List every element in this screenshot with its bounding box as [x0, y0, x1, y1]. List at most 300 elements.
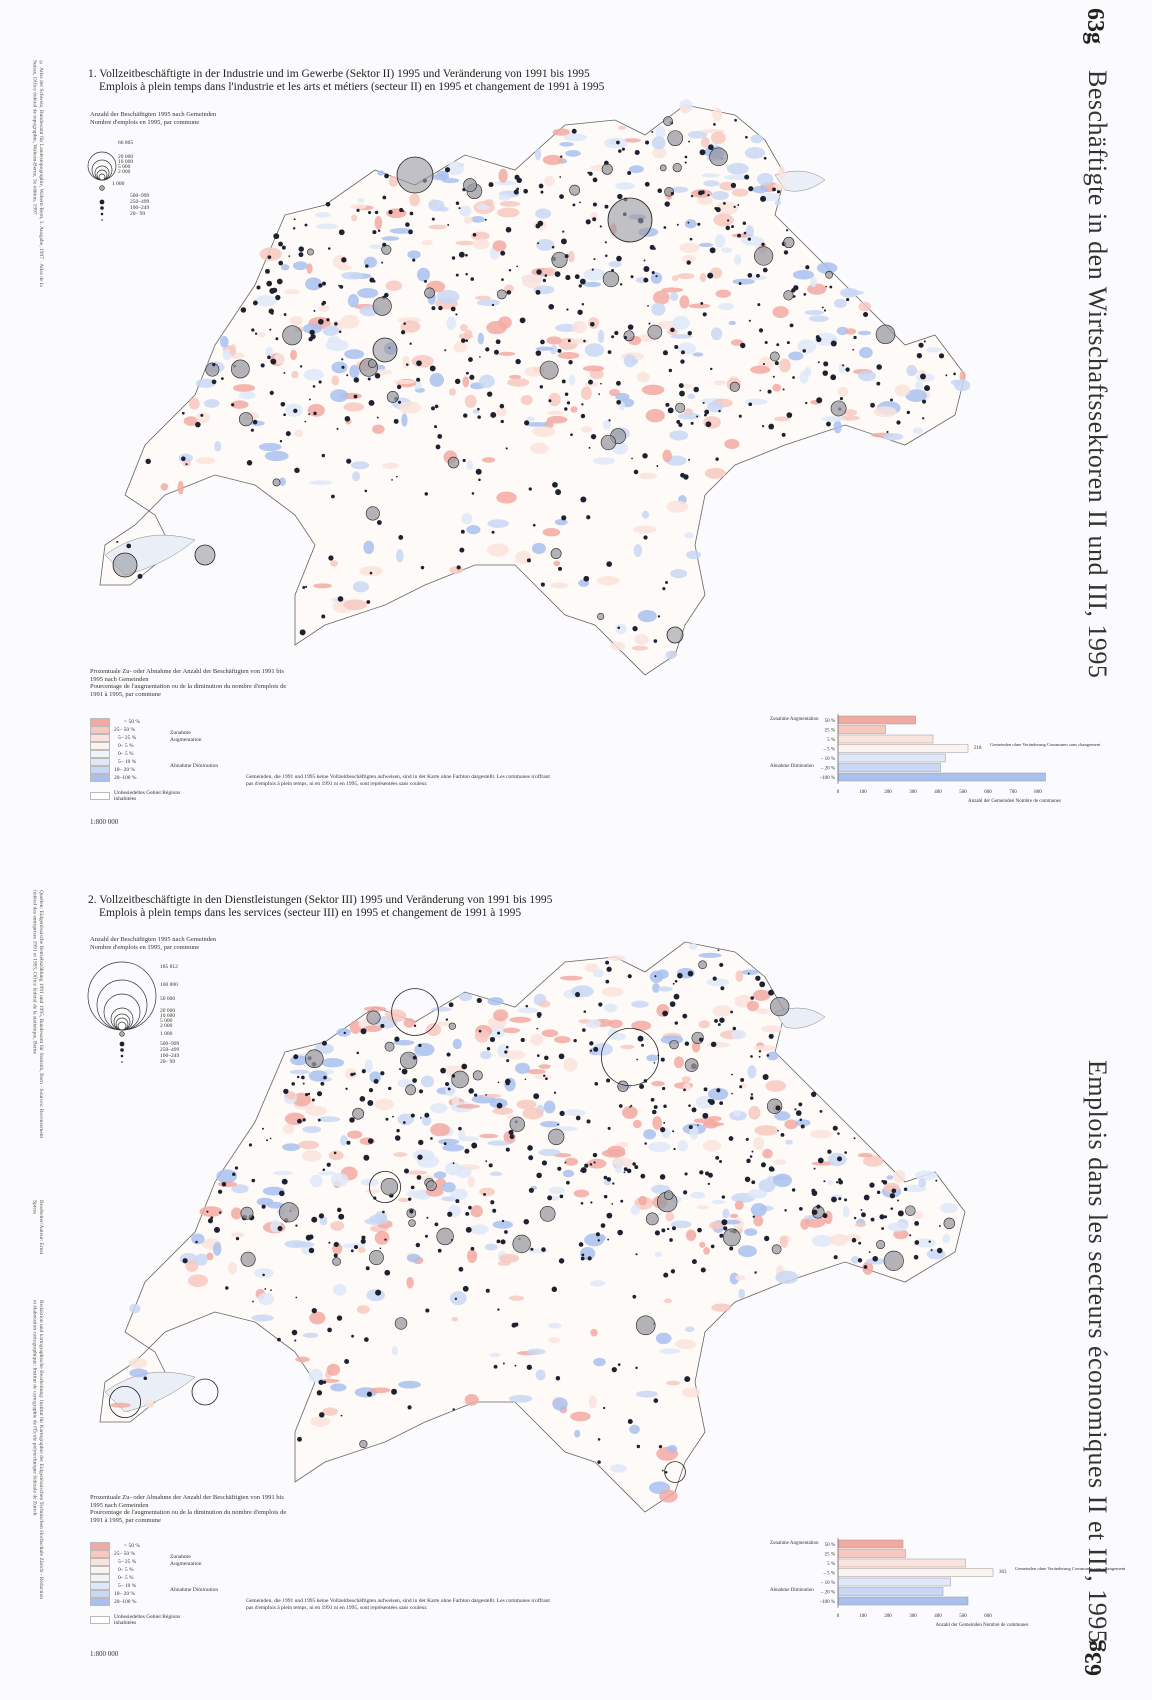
employment-symbol — [844, 1198, 847, 1201]
employment-symbol — [349, 1117, 354, 1122]
change-patch — [372, 425, 385, 434]
change-patch — [530, 443, 549, 454]
legend-row: > 50 % — [90, 718, 230, 726]
employment-symbol — [607, 1239, 609, 1241]
employment-symbol — [671, 192, 674, 195]
change-patch — [358, 1247, 366, 1253]
employment-symbol — [492, 531, 495, 534]
employment-symbol — [618, 149, 621, 152]
change-patch — [738, 1245, 757, 1257]
change-patch — [330, 1221, 344, 1231]
change-patch — [845, 328, 856, 334]
employment-symbol — [548, 399, 551, 402]
employment-symbol — [380, 1247, 382, 1249]
employment-symbol — [825, 286, 827, 288]
employment-symbol — [677, 973, 683, 979]
change-patch — [705, 468, 726, 479]
employment-symbol — [514, 190, 519, 195]
employment-symbol — [525, 1078, 527, 1080]
change-patch — [196, 457, 215, 464]
employment-symbol — [526, 1005, 529, 1008]
employment-symbol — [688, 971, 694, 977]
employment-symbol — [421, 566, 424, 569]
change-patch — [662, 450, 672, 462]
employment-symbol — [479, 356, 481, 358]
employment-symbol — [318, 319, 324, 325]
source-credit: Quellen: Eidgenössische Betriebszählung 1991 und 1995, Bundesamt für Statistik, Bern · Sources: Recensement fédéral des entreprises 1991 et 1995, Office fédéral de la statistique, Berne — [31, 890, 44, 1139]
employment-symbol — [687, 222, 689, 224]
employment-symbol — [723, 1229, 740, 1246]
change-patch — [583, 365, 604, 371]
change-patch — [583, 282, 601, 287]
change-patch — [450, 1291, 467, 1305]
change-patch — [584, 268, 606, 280]
employment-symbol — [605, 205, 609, 209]
employment-symbol — [764, 1236, 769, 1241]
employment-symbol — [297, 1076, 299, 1078]
change-patch — [954, 379, 970, 391]
employment-symbol — [853, 336, 856, 339]
employment-symbol — [654, 1105, 658, 1109]
employment-symbol — [251, 1179, 255, 1183]
change-patch — [697, 1205, 709, 1209]
change-patch — [581, 426, 592, 433]
change-patch — [593, 969, 604, 978]
employment-symbol — [723, 202, 726, 205]
employment-symbol — [605, 241, 607, 243]
employment-symbol — [372, 230, 376, 234]
change-patch — [553, 561, 560, 566]
employment-symbol — [772, 1245, 781, 1254]
employment-symbol — [617, 1230, 623, 1236]
employment-symbol — [590, 1050, 592, 1052]
employment-symbol — [486, 1289, 490, 1293]
tick-label: 400 — [934, 1614, 942, 1619]
employment-symbol — [384, 1270, 390, 1276]
employment-symbol — [707, 273, 713, 279]
employment-symbol — [777, 190, 780, 193]
change-patch — [402, 356, 410, 369]
change-patch — [549, 1187, 565, 1194]
employment-symbol — [577, 310, 582, 315]
employment-symbol — [730, 382, 739, 391]
employment-symbol — [401, 330, 405, 334]
employment-symbol — [663, 350, 668, 355]
change-patch — [754, 1125, 778, 1135]
employment-symbol — [662, 1470, 664, 1472]
employment-symbol — [365, 264, 368, 267]
employment-symbol — [854, 1137, 856, 1139]
change-patch — [765, 1080, 786, 1091]
employment-symbol — [195, 1241, 198, 1244]
employment-symbol — [663, 1273, 668, 1278]
employment-symbol — [715, 1156, 719, 1160]
employment-symbol — [876, 1240, 884, 1248]
tick-label: 300 — [909, 790, 917, 795]
employment-symbol — [448, 457, 459, 468]
employment-symbol — [326, 318, 329, 321]
employment-symbol — [262, 1274, 265, 1277]
employment-symbol — [232, 1172, 236, 1176]
employment-symbol — [302, 586, 305, 589]
employment-symbol — [396, 1129, 399, 1132]
employment-symbol — [241, 1252, 255, 1266]
employment-symbol — [663, 1122, 665, 1124]
employment-symbol — [787, 341, 790, 344]
change-patch — [643, 1129, 656, 1139]
change-patch — [258, 332, 266, 338]
change-patch — [332, 361, 348, 373]
change-patch — [230, 344, 236, 356]
employment-symbol — [412, 259, 415, 262]
employment-symbol — [670, 1001, 676, 1007]
employment-symbol — [700, 149, 706, 155]
employment-symbol — [293, 1054, 298, 1059]
employment-symbol — [592, 269, 594, 271]
employment-symbol — [370, 572, 373, 575]
employment-symbol — [533, 1093, 539, 1099]
employment-symbol — [744, 232, 747, 235]
employment-symbol — [497, 1239, 501, 1243]
employment-symbol — [653, 247, 656, 250]
change-patch — [375, 1231, 390, 1245]
change-patch — [493, 240, 507, 251]
employment-symbol — [647, 305, 649, 307]
employment-symbol — [823, 1180, 825, 1182]
employment-symbol — [944, 1218, 955, 1229]
employment-symbol — [586, 1119, 590, 1123]
employment-symbol — [445, 167, 450, 172]
employment-symbol — [341, 358, 343, 360]
map-2-decrease-label: Abnahme Diminution — [170, 1587, 219, 1593]
employment-symbol — [884, 1251, 903, 1270]
map-2-note: Gemeinden, die 1991 und 1995 keine Vollzeitbeschäftigten aufweisen, sind in der Karte ohne Farbton dargestellt. Les communes n'offrant pas d'emplois à plein temps, ni en 1991 ni en 1995, sont représentées sans couleur. — [246, 1598, 550, 1611]
employment-symbol — [803, 349, 806, 352]
employment-symbol — [294, 218, 296, 220]
employment-symbol — [706, 421, 712, 427]
employment-symbol — [231, 403, 234, 406]
bar — [838, 716, 916, 724]
change-patch — [830, 1234, 848, 1246]
change-patch — [293, 1242, 314, 1248]
employment-symbol — [558, 349, 562, 353]
employment-symbol — [953, 373, 956, 376]
employment-symbol — [838, 1197, 841, 1200]
employment-symbol — [540, 340, 545, 345]
employment-symbol — [536, 290, 541, 295]
change-patch — [805, 310, 824, 315]
change-patch — [711, 327, 722, 340]
employment-symbol — [905, 1206, 915, 1216]
change-patch — [333, 1284, 346, 1296]
employment-symbol — [939, 1225, 941, 1227]
change-patch — [772, 306, 788, 318]
employment-symbol — [559, 1053, 565, 1059]
map-2-change-legend-title: Prozentuale Zu- oder Abnahme der Anzahl der Beschäftigten von 1991 bis 1995 nach Gemeinden Pourcentage de l'augmentation ou de la diminution du nombre d'emplois de 1991 à 1995, par commune — [90, 1494, 287, 1524]
employment-symbol — [265, 269, 270, 274]
change-patch — [590, 1329, 597, 1337]
employment-symbol — [673, 1148, 675, 1150]
employment-symbol — [465, 339, 468, 342]
employment-symbol — [684, 1376, 690, 1382]
employment-symbol — [436, 444, 441, 449]
employment-symbol — [818, 361, 820, 363]
change-patch — [722, 1209, 729, 1219]
change-patch — [784, 1119, 798, 1129]
employment-symbol — [786, 229, 788, 231]
bar — [838, 1550, 906, 1558]
employment-symbol — [472, 492, 475, 495]
change-patch — [565, 1158, 579, 1166]
employment-symbol — [746, 1138, 749, 1141]
employment-symbol — [565, 393, 568, 396]
employment-symbol — [605, 980, 609, 984]
employment-symbol — [353, 1108, 364, 1119]
employment-symbol — [301, 1076, 305, 1080]
change-patch — [741, 970, 758, 976]
employment-symbol — [818, 1158, 824, 1164]
employment-symbol — [616, 400, 621, 405]
change-patch — [738, 1289, 745, 1299]
change-patch — [252, 1314, 274, 1321]
employment-symbol — [497, 1308, 499, 1310]
map-1-bar-chart — [770, 712, 1101, 812]
employment-symbol — [898, 1210, 904, 1216]
employment-symbol — [251, 328, 254, 331]
change-patch — [291, 371, 298, 378]
employment-symbol — [645, 140, 649, 144]
employment-symbol — [437, 434, 442, 439]
employment-symbol — [504, 1230, 508, 1234]
employment-symbol — [378, 230, 380, 232]
change-patch — [636, 1391, 658, 1398]
change-patch — [535, 148, 541, 160]
employment-symbol — [492, 304, 494, 306]
employment-symbol — [784, 237, 795, 248]
employment-symbol — [597, 613, 604, 620]
change-patch — [522, 1108, 543, 1120]
employment-symbol — [827, 1149, 831, 1153]
employment-symbol — [822, 1213, 827, 1218]
change-patch — [477, 299, 500, 306]
employment-symbol — [292, 1330, 298, 1336]
employment-symbol — [305, 586, 307, 588]
employment-symbol — [313, 310, 315, 312]
change-patch — [347, 1131, 362, 1139]
change-patch — [651, 1081, 664, 1086]
change-patch — [446, 316, 456, 330]
employment-symbol — [388, 1087, 391, 1090]
change-patch — [482, 457, 495, 463]
employment-symbol — [845, 367, 849, 371]
tick-label: 800 — [1034, 790, 1042, 795]
change-patch — [313, 583, 332, 588]
employment-symbol — [317, 1390, 322, 1395]
change-patch — [343, 402, 364, 411]
change-patch — [308, 404, 325, 417]
map-1-circle-labels: 66 865 20 000 10 000 5 000 2 000 1 000 500–999 250–499 100–249 20– 99 — [112, 140, 150, 217]
employment-symbol — [731, 183, 736, 188]
change-patch — [404, 1018, 416, 1028]
employment-symbol — [210, 1216, 213, 1219]
employment-symbol — [759, 1050, 761, 1052]
employment-symbol — [799, 1118, 802, 1121]
employment-symbol — [636, 1316, 655, 1335]
change-patch — [574, 1430, 580, 1438]
tick-label: 200 — [884, 790, 892, 795]
change-patch — [323, 325, 339, 336]
employment-symbol — [618, 1081, 629, 1092]
change-patch — [417, 268, 430, 282]
legend-swatch — [90, 758, 110, 766]
legend-swatch — [90, 750, 110, 758]
employment-symbol — [662, 587, 665, 590]
employment-symbol — [182, 412, 185, 415]
change-patch — [282, 1143, 300, 1151]
employment-symbol — [517, 178, 522, 183]
employment-symbol — [456, 274, 459, 277]
change-patch — [472, 239, 489, 250]
change-patch — [265, 451, 289, 461]
employment-symbol — [590, 1163, 593, 1166]
employment-symbol — [369, 400, 375, 406]
employment-symbol — [750, 1096, 753, 1099]
change-patch — [309, 1311, 325, 1324]
employment-symbol — [575, 274, 580, 279]
change-patch — [712, 1005, 732, 1016]
employment-symbol — [409, 1220, 416, 1227]
change-patch — [581, 386, 592, 400]
change-patch — [906, 365, 917, 377]
employment-symbol — [375, 1290, 381, 1296]
employment-symbol — [537, 1015, 540, 1018]
employment-symbol — [195, 422, 201, 428]
employment-symbol — [707, 194, 709, 196]
change-patch — [757, 173, 773, 186]
change-patch — [258, 1292, 274, 1305]
change-patch — [344, 349, 364, 359]
employment-symbol — [509, 269, 511, 271]
employment-symbol — [632, 626, 637, 631]
employment-symbol — [384, 293, 389, 298]
employment-symbol — [663, 1104, 667, 1108]
employment-symbol — [438, 1249, 442, 1253]
change-patch — [493, 1009, 508, 1021]
change-patch — [489, 1353, 500, 1357]
employment-symbol — [698, 190, 703, 195]
employment-symbol — [545, 274, 548, 277]
employment-symbol — [635, 1253, 637, 1255]
employment-symbol — [252, 1301, 254, 1303]
legend-swatch — [90, 718, 110, 726]
employment-symbol — [452, 1074, 456, 1078]
change-patch — [674, 1056, 684, 1068]
employment-symbol — [768, 390, 772, 394]
employment-symbol — [852, 1238, 857, 1243]
employment-symbol — [530, 1248, 533, 1251]
employment-symbol — [361, 1028, 367, 1034]
change-patch — [503, 1028, 520, 1033]
employment-symbol — [418, 1044, 421, 1047]
employment-symbol — [536, 1028, 538, 1030]
employment-symbol — [294, 1339, 296, 1341]
employment-symbol — [786, 412, 792, 418]
employment-symbol — [939, 353, 944, 358]
change-patch — [586, 1019, 601, 1028]
change-patch — [233, 384, 255, 392]
unchanged-label: Gemeinden ohne Veränderung Communes sans changement — [990, 742, 1101, 747]
employment-symbol — [663, 226, 666, 229]
employment-symbol — [670, 1040, 679, 1049]
employment-symbol — [231, 360, 249, 378]
employment-symbol — [416, 1243, 420, 1247]
change-patch — [509, 1395, 532, 1403]
employment-symbol — [395, 1135, 401, 1141]
change-patch — [456, 1104, 480, 1109]
employment-symbol — [628, 324, 634, 330]
employment-symbol — [708, 144, 714, 150]
employment-symbol — [402, 1069, 408, 1075]
employment-symbol — [600, 225, 602, 227]
change-patch — [487, 543, 509, 556]
change-patch — [467, 1249, 477, 1263]
change-patch — [630, 1205, 640, 1215]
change-patch — [470, 1225, 489, 1235]
employment-symbol — [535, 224, 540, 229]
employment-symbol — [679, 391, 685, 397]
change-patch — [437, 290, 460, 304]
employment-symbol — [556, 1376, 560, 1380]
employment-symbol — [293, 409, 297, 413]
change-patch — [254, 1268, 274, 1278]
employment-symbol — [750, 1055, 753, 1058]
employment-symbol — [501, 1239, 506, 1244]
change-patch — [407, 1254, 421, 1263]
employment-symbol — [363, 1155, 369, 1161]
employment-symbol — [710, 247, 716, 253]
employment-symbol — [823, 361, 828, 366]
employment-symbol — [541, 583, 545, 587]
employment-symbol — [801, 1124, 805, 1128]
employment-symbol — [391, 1389, 397, 1395]
employment-symbol — [440, 1068, 446, 1074]
employment-symbol — [406, 363, 409, 366]
employment-symbol — [831, 401, 846, 416]
change-patch — [290, 1070, 310, 1075]
change-patch — [634, 544, 643, 557]
employment-symbol — [704, 414, 707, 417]
employment-symbol — [674, 994, 680, 1000]
employment-symbol — [520, 317, 526, 323]
employment-symbol — [282, 1179, 288, 1185]
employment-symbol — [752, 1151, 754, 1153]
increase-label: Zunahme Augmentation — [770, 717, 819, 722]
change-patch — [478, 333, 484, 345]
employment-symbol — [675, 1021, 678, 1024]
employment-symbol — [303, 1083, 305, 1085]
employment-symbol — [580, 279, 586, 285]
employment-symbol — [507, 290, 512, 295]
bar — [838, 754, 946, 762]
bar-category-label: 50 % — [824, 1543, 835, 1548]
employment-symbol — [469, 375, 474, 380]
employment-symbol — [703, 312, 707, 316]
employment-symbol — [410, 212, 414, 216]
change-patch — [615, 624, 626, 635]
change-patch — [638, 610, 657, 622]
employment-symbol — [593, 1047, 598, 1052]
employment-symbol — [464, 1149, 469, 1154]
